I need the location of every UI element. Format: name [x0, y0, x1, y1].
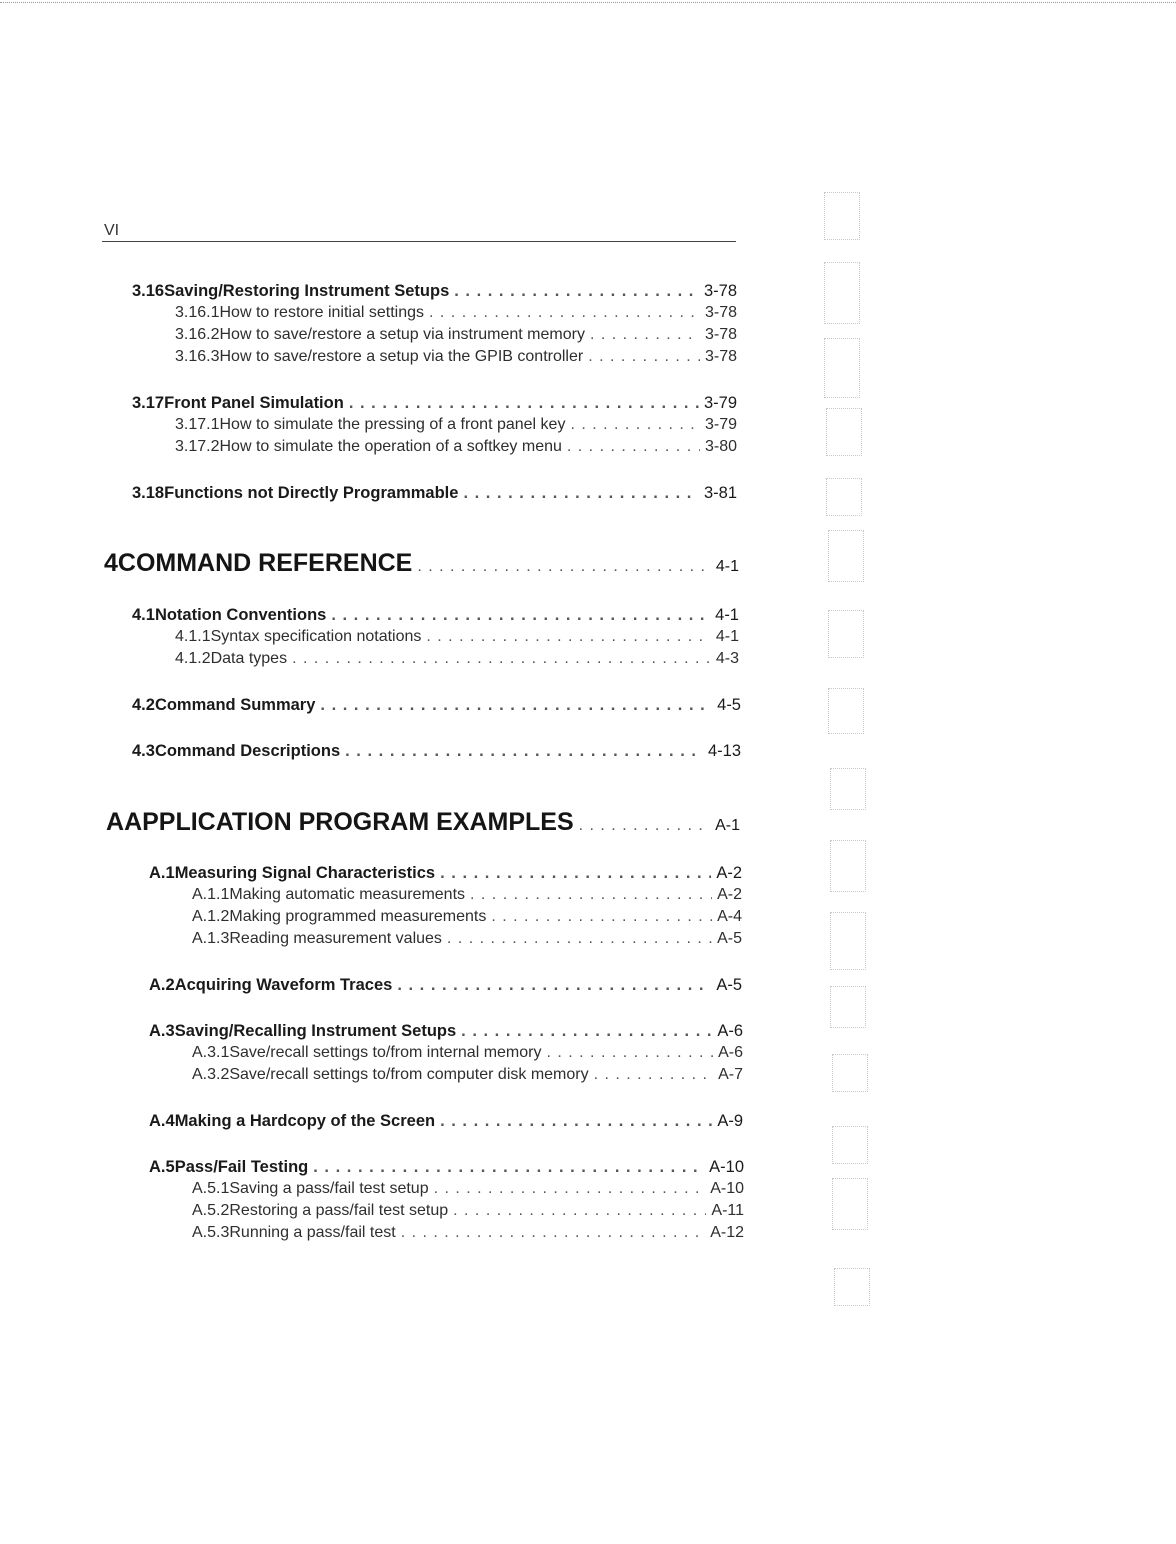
section-title: Save/recall settings to/from internal memory	[229, 1044, 542, 1061]
dot-leader	[567, 438, 700, 456]
dot-leader	[447, 930, 712, 948]
section-number: A.5	[149, 1158, 175, 1176]
toc-entry-a-4[interactable]	[149, 1112, 743, 1131]
page-ref: 4-5	[717, 696, 741, 714]
section-number: 3.16.1	[175, 304, 220, 321]
section-title: Making programmed measurements	[229, 908, 487, 925]
page-ref: A-6	[717, 1022, 743, 1040]
dot-leader	[331, 606, 710, 625]
edge-mark	[826, 478, 862, 516]
toc-entry-a-5-2[interactable]	[192, 1202, 744, 1220]
toc-entry-4-1-1[interactable]	[175, 628, 739, 646]
page-ref: A-1	[715, 817, 740, 834]
section-title: Front Panel Simulation	[164, 394, 344, 412]
page-ref: 4-3	[715, 650, 739, 667]
section-number: A.5.2	[192, 1202, 230, 1219]
section-number: A.5.3	[192, 1224, 230, 1241]
section-title: Command Summary	[154, 696, 316, 714]
page-ref: A-2	[716, 864, 742, 882]
dot-leader	[349, 394, 699, 413]
dot-leader	[345, 742, 703, 761]
page-ref: 3-79	[704, 416, 737, 433]
page-ref: 4-1	[715, 628, 739, 645]
toc-entry-a-3-1[interactable]	[192, 1044, 743, 1062]
section-title: How to simulate the pressing of a front panel key	[219, 416, 566, 433]
section-number: A.3.2	[192, 1066, 230, 1083]
toc-entry-a-1-1[interactable]	[192, 886, 742, 904]
dot-leader	[491, 908, 712, 926]
toc-entry-3-16[interactable]	[132, 282, 737, 301]
toc-entry-3-17-1[interactable]	[175, 416, 737, 434]
page-ref: 4-13	[707, 742, 741, 760]
edge-mark	[824, 192, 860, 240]
toc-entry-3-16-3[interactable]	[175, 348, 737, 366]
section-number: 3.18	[132, 484, 165, 502]
edge-mark	[830, 840, 866, 892]
section-number: A.1.2	[192, 908, 230, 925]
toc-entry-4-1[interactable]	[132, 606, 739, 625]
section-number: A.5.1	[192, 1180, 230, 1197]
section-title: Measuring Signal Characteristics	[174, 864, 436, 882]
toc-entry-a-1-3[interactable]	[192, 930, 742, 948]
section-number: 4.1.1	[175, 628, 211, 645]
section-number: A.2	[149, 976, 175, 994]
dot-leader	[313, 1158, 704, 1177]
toc-entry-3-18[interactable]	[132, 484, 737, 503]
section-title: How to restore initial settings	[219, 304, 425, 321]
toc-entry-3-17[interactable]	[132, 394, 737, 413]
section-title: Making automatic measurements	[229, 886, 466, 903]
section-title: Command Descriptions	[154, 742, 341, 760]
toc-entry-a-3-2[interactable]	[192, 1066, 743, 1084]
section-number: 4.3	[132, 742, 155, 760]
dot-leader	[461, 1022, 712, 1041]
section-title: Acquiring Waveform Traces	[174, 976, 393, 994]
toc-entry-4-3[interactable]	[132, 742, 741, 761]
section-number: 3.17	[132, 394, 165, 412]
page-number: VI	[104, 222, 120, 239]
edge-mark	[832, 1126, 868, 1164]
toc-entry-a-3[interactable]	[149, 1022, 743, 1041]
dot-leader	[470, 886, 712, 904]
edge-mark	[824, 262, 860, 324]
edge-mark	[832, 1054, 868, 1092]
section-title: How to save/restore a setup via the GPIB controller	[219, 348, 584, 365]
section-number: 3.16.3	[175, 348, 220, 365]
page-ref: 3-78	[703, 282, 737, 300]
section-number: 4.1	[132, 606, 155, 624]
toc-entry-a-5[interactable]	[149, 1158, 744, 1177]
page-ref: A-10	[709, 1158, 744, 1176]
chapter-title: APPLICATION PROGRAM EXAMPLES	[124, 808, 574, 836]
toc-entry-a-1-2[interactable]	[192, 908, 742, 926]
toc-entry-4-1-2[interactable]	[175, 650, 739, 668]
toc-entry-3-17-2[interactable]	[175, 438, 737, 456]
edge-mark	[830, 986, 866, 1028]
edge-mark	[834, 1268, 870, 1306]
section-number: A.1	[149, 864, 175, 882]
dot-leader	[579, 817, 710, 835]
toc-entry-a-5-1[interactable]	[192, 1180, 744, 1198]
page-ref: 4-1	[715, 558, 739, 575]
page-ref: A-7	[718, 1066, 743, 1083]
section-title: Making a Hardcopy of the Screen	[174, 1112, 436, 1130]
section-number: A.1.1	[192, 886, 230, 903]
dot-leader	[594, 1066, 714, 1084]
section-title: Pass/Fail Testing	[174, 1158, 309, 1176]
page-ref: 3-80	[704, 438, 737, 455]
dot-leader	[426, 628, 710, 646]
section-title: Functions not Directly Programmable	[164, 484, 459, 502]
section-title: Reading measurement values	[229, 930, 442, 947]
toc-entry-a-1[interactable]	[149, 864, 742, 883]
toc-appendix-a[interactable]	[106, 808, 740, 837]
section-number: 3.17.1	[175, 416, 220, 433]
edge-mark	[832, 1178, 868, 1230]
dot-leader	[417, 558, 711, 576]
section-number: A.1.3	[192, 930, 230, 947]
section-title: How to save/restore a setup via instrument memory	[219, 326, 585, 343]
section-title: Saving/Recalling Instrument Setups	[174, 1022, 457, 1040]
edge-mark	[826, 408, 862, 456]
page-ref: A-10	[710, 1180, 744, 1197]
section-title: How to simulate the operation of a softkey menu	[219, 438, 562, 455]
section-number: 3.16	[132, 282, 165, 300]
page-ref: 3-79	[703, 394, 737, 412]
section-number: 4.1.2	[175, 650, 211, 667]
page-ref: 4-1	[715, 606, 739, 624]
section-title: Saving a pass/fail test setup	[229, 1180, 429, 1197]
edge-mark	[828, 688, 864, 734]
dot-leader	[440, 864, 711, 883]
dot-leader	[463, 484, 699, 503]
page-ref: 3-78	[704, 348, 737, 365]
page-ref: A-11	[711, 1202, 744, 1219]
page-ref: A-9	[717, 1112, 743, 1130]
dot-leader	[570, 416, 700, 434]
page-ref: A-4	[717, 908, 742, 925]
dot-leader	[440, 1112, 712, 1131]
toc-entry-a-2[interactable]	[149, 976, 742, 995]
dot-leader	[397, 976, 711, 995]
chapter-number: 4	[104, 549, 118, 577]
edge-mark	[828, 530, 864, 582]
toc-entry-3-16-1[interactable]	[175, 304, 737, 322]
dot-leader	[588, 348, 700, 366]
section-title: Running a pass/fail test	[229, 1224, 396, 1241]
toc-entry-3-16-2[interactable]	[175, 326, 737, 344]
dot-leader	[434, 1180, 706, 1198]
edge-mark	[830, 912, 866, 970]
header-rule	[102, 241, 736, 242]
page-ref: 3-78	[704, 326, 737, 343]
section-number: A.4	[149, 1112, 175, 1130]
page-ref: A-5	[716, 976, 742, 994]
dot-leader	[453, 1202, 706, 1220]
section-title: Save/recall settings to/from computer disk memory	[229, 1066, 589, 1083]
section-number: 3.17.2	[175, 438, 220, 455]
dot-leader	[320, 696, 712, 715]
dot-leader	[292, 650, 711, 668]
chapter-title: COMMAND REFERENCE	[117, 549, 413, 577]
dot-leader	[401, 1224, 706, 1242]
section-number: A.3	[149, 1022, 175, 1040]
scan-top-border	[0, 2, 1176, 3]
dot-leader	[546, 1044, 713, 1062]
edge-mark	[824, 338, 860, 398]
page-ref: 3-81	[703, 484, 737, 502]
section-number: 4.2	[132, 696, 155, 714]
section-number: A.3.1	[192, 1044, 230, 1061]
chapter-number: A	[106, 808, 125, 836]
page-ref: A-2	[717, 886, 742, 903]
dot-leader	[454, 282, 699, 301]
section-title: Data types	[210, 650, 288, 667]
section-title: Saving/Restoring Instrument Setups	[164, 282, 450, 300]
dot-leader	[590, 326, 700, 344]
section-title: Syntax specification notations	[210, 628, 422, 645]
section-title: Notation Conventions	[154, 606, 327, 624]
page-ref: A-5	[717, 930, 742, 947]
edge-mark	[828, 610, 864, 658]
section-title: Restoring a pass/fail test setup	[229, 1202, 449, 1219]
dot-leader	[429, 304, 700, 322]
toc-entry-4-2[interactable]	[132, 696, 741, 715]
toc-entry-a-5-3[interactable]	[192, 1224, 744, 1242]
page-ref: A-12	[710, 1224, 744, 1241]
edge-mark	[830, 768, 866, 810]
section-number: 3.16.2	[175, 326, 220, 343]
toc-chapter-4[interactable]	[104, 549, 739, 578]
page-ref: 3-78	[704, 304, 737, 321]
page-ref: A-6	[718, 1044, 743, 1061]
